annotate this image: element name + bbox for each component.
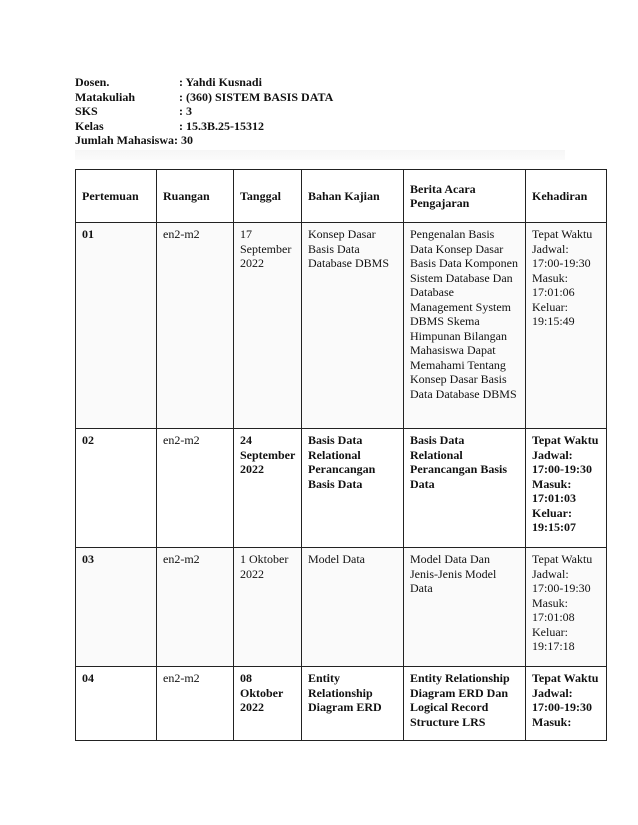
cell-tanggal: 08 Oktober 2022 — [234, 667, 302, 741]
header-kehadiran: Kehadiran — [526, 170, 607, 223]
info-label: SKS — [75, 104, 98, 119]
info-row-sks — [75, 104, 333, 119]
info-value: : (360) SISTEM BASIS DATA — [179, 89, 334, 104]
table-row — [76, 667, 607, 741]
cell-kehadiran: Tepat Waktu Jadwal: 17:00-19:30 Masuk: — [526, 667, 607, 741]
cell-kehadiran: Tepat Waktu Jadwal: 17:00-19:30 Masuk: 17:01:03 Keluar: 19:15:07 — [526, 429, 607, 548]
info-row-kelas — [75, 119, 333, 134]
cell-berita-acara: Entity Relationship Diagram ERD Dan Logical Record Structure LRS — [404, 667, 526, 741]
cell-bahan-kajian: Basis Data Relational Perancangan Basis Data — [302, 429, 404, 548]
cell-tanggal: 17 September 2022 — [234, 223, 302, 429]
table-row — [76, 548, 607, 667]
course-info — [75, 75, 333, 148]
info-row-dosen — [75, 75, 333, 90]
table-row — [76, 223, 607, 429]
header-tanggal: Tanggal — [234, 170, 302, 223]
header-ruangan: Ruangan — [157, 170, 234, 223]
cell-berita-acara: Pengenalan Basis Data Konsep Dasar Basis Data Komponen Sistem Database Dan Database Management System DBMS Skema Himpunan Bilangan Mahasiswa Dapat Memahami Tentang Konsep Dasar Basis Data Database DBMS — [404, 223, 526, 429]
cell-bahan-kajian: Konsep Dasar Basis Data Database DBMS — [302, 223, 404, 429]
cell-ruangan: en2-m2 — [157, 667, 234, 741]
info-value: : 15.3B.25-15312 — [179, 118, 264, 133]
cell-bahan-kajian: Model Data — [302, 548, 404, 667]
cell-tanggal: 24 September 2022 — [234, 429, 302, 548]
header-bahan-kajian: Bahan Kajian — [302, 170, 404, 223]
info-value: : 30 — [174, 133, 194, 148]
info-label: Kelas — [75, 118, 104, 133]
info-value: : Yahdi Kusnadi — [179, 75, 262, 89]
cell-berita-acara: Model Data Dan Jenis-Jenis Model Data — [404, 548, 526, 667]
info-label: Jumlah Mahasiswa — [75, 133, 175, 148]
header-berita-acara: Berita Acara Pengajaran — [404, 170, 526, 223]
table-row — [76, 429, 607, 548]
cell-berita-acara: Basis Data Relational Perancangan Basis Data — [404, 429, 526, 548]
info-row-jumlah — [75, 133, 333, 148]
cell-pertemuan: 01 — [76, 223, 157, 429]
cell-kehadiran: Tepat Waktu Jadwal: 17:00-19:30 Masuk: 17:01:06 Keluar: 19:15:49 — [526, 223, 607, 429]
cell-kehadiran: Tepat Waktu Jadwal: 17:00-19:30 Masuk: 17:01:08 Keluar: 19:17:18 — [526, 548, 607, 667]
cell-pertemuan: 04 — [76, 667, 157, 741]
info-value: : 3 — [179, 104, 192, 119]
header-pertemuan: Pertemuan — [76, 170, 157, 223]
cell-pertemuan: 02 — [76, 429, 157, 548]
cell-ruangan: en2-m2 — [157, 223, 234, 429]
divider-band — [75, 150, 565, 160]
cell-ruangan: en2-m2 — [157, 429, 234, 548]
attendance-table — [75, 169, 607, 741]
cell-ruangan: en2-m2 — [157, 548, 234, 667]
info-label: Matakuliah — [75, 89, 136, 104]
cell-bahan-kajian: Entity Relationship Diagram ERD — [302, 667, 404, 741]
info-row-matakuliah — [75, 90, 333, 105]
info-label: Dosen. — [75, 75, 110, 89]
cell-pertemuan: 03 — [76, 548, 157, 667]
table-header-row — [76, 170, 607, 223]
cell-tanggal: 1 Oktober 2022 — [234, 548, 302, 667]
